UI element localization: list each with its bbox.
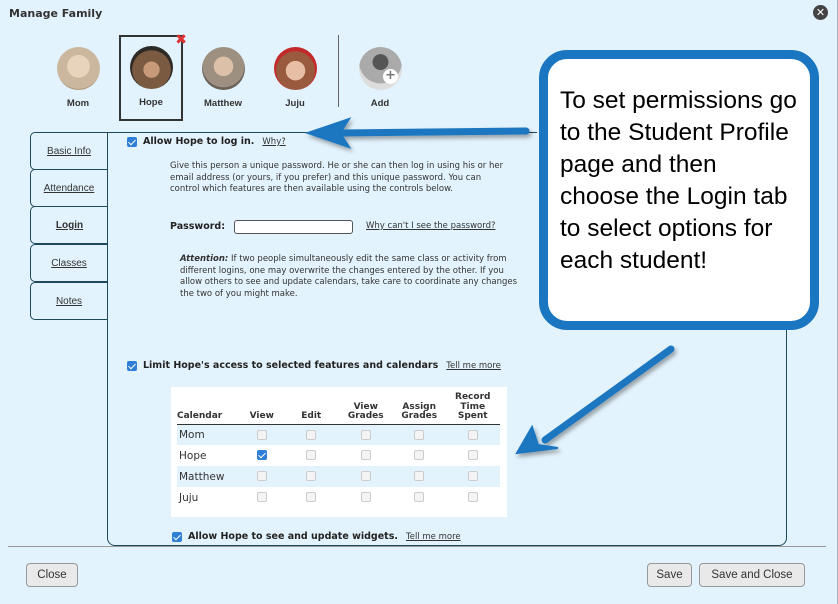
member-juju[interactable] — [264, 36, 326, 122]
assign-grades-checkbox[interactable] — [414, 430, 424, 440]
member-name: Matthew — [204, 98, 242, 109]
edit-checkbox[interactable] — [306, 450, 316, 460]
assign-grades-checkbox[interactable] — [414, 450, 424, 460]
view-grades-checkbox[interactable] — [361, 450, 371, 460]
widgets-tell-me-more-link[interactable]: Tell me more — [405, 532, 461, 542]
calendar-name: Mom — [177, 424, 240, 445]
plus-icon: + — [383, 69, 398, 84]
table-row — [177, 445, 500, 466]
avatar — [202, 47, 245, 90]
view-checkbox[interactable] — [257, 450, 267, 460]
attention-note — [180, 254, 520, 300]
view-grades-checkbox[interactable] — [361, 492, 371, 502]
member-name: Juju — [285, 98, 305, 109]
col-view: View — [240, 393, 284, 424]
close-button[interactable]: Close — [26, 563, 78, 587]
record-time-checkbox[interactable] — [468, 492, 478, 502]
add-member-button[interactable] — [349, 36, 411, 122]
limit-access-row — [127, 360, 501, 371]
calendar-name: Matthew — [177, 466, 240, 487]
limit-tell-me-more-link[interactable]: Tell me more — [446, 361, 501, 371]
avatar — [57, 47, 100, 90]
member-name: Mom — [66, 98, 90, 109]
record-time-checkbox[interactable] — [468, 430, 478, 440]
why-link[interactable]: Why? — [262, 137, 286, 147]
attention-text: If two people simultaneously edit the same class or activity from different logins, one may overwrite the changes entered by the other. If you allow others to see and update calendars, take care to coordinate any changes the two of you might make. — [180, 254, 518, 299]
col-record-time-spent: Record Time Spent — [445, 393, 500, 424]
password-label: Password: — [170, 221, 226, 232]
col-edit: Edit — [284, 393, 339, 424]
col-calendar: Calendar — [177, 393, 240, 424]
divider — [338, 35, 339, 107]
avatar — [130, 46, 173, 89]
table-row — [177, 466, 500, 487]
save-button[interactable]: Save — [647, 563, 692, 587]
limit-access-checkbox[interactable] — [127, 361, 137, 371]
calendar-name: Hope — [179, 449, 207, 462]
widgets-row — [172, 531, 461, 542]
record-time-checkbox[interactable] — [468, 471, 478, 481]
assign-grades-checkbox[interactable] — [414, 492, 424, 502]
tab-login[interactable]: Login — [30, 206, 108, 244]
member-name: Add — [370, 98, 390, 109]
allow-login-checkbox[interactable] — [127, 137, 137, 147]
calendar-name: Juju — [179, 491, 199, 504]
edit-checkbox[interactable] — [306, 492, 316, 502]
view-grades-checkbox[interactable] — [361, 430, 371, 440]
close-circle-icon[interactable]: ✕ — [813, 5, 828, 20]
table-row — [177, 487, 500, 508]
member-mom[interactable] — [47, 36, 109, 122]
footer-divider — [8, 546, 826, 547]
edit-checkbox[interactable] — [306, 430, 316, 440]
tab-classes[interactable]: Classes — [30, 244, 108, 282]
password-help-link[interactable]: Why can't I see the password? — [366, 221, 496, 231]
table-row — [177, 424, 500, 445]
widgets-checkbox[interactable] — [172, 532, 182, 542]
annotation-callout: To set permissions go to the Student Profile page and then choose the Login tab to select options for each student! — [539, 50, 819, 330]
view-grades-checkbox[interactable] — [361, 471, 371, 481]
allow-login-label: Allow Hope to log in. — [143, 136, 255, 147]
permissions-table — [171, 387, 507, 517]
widgets-label: Allow Hope to see and update widgets. — [188, 531, 398, 542]
avatar — [274, 47, 317, 90]
col-view-grades: View Grades — [338, 393, 393, 424]
view-checkbox[interactable] — [257, 430, 267, 440]
save-and-close-button[interactable]: Save and Close — [699, 563, 805, 587]
member-hope[interactable] — [119, 32, 187, 121]
edit-checkbox[interactable] — [306, 471, 316, 481]
record-time-checkbox[interactable] — [468, 450, 478, 460]
col-assign-grades: Assign Grades — [393, 393, 445, 424]
tab-notes[interactable]: Notes — [30, 282, 108, 320]
tab-attendance[interactable]: Attendance — [30, 169, 108, 207]
login-description: Give this person a unique password. He or she can then log in using his or her email address (or yours, if you prefer) and this unique password. You can control which features are then available using the controls below. — [170, 161, 504, 194]
allow-login-row — [127, 136, 286, 147]
view-checkbox[interactable] — [257, 471, 267, 481]
view-checkbox[interactable] — [257, 492, 267, 502]
member-name: Hope — [139, 97, 163, 108]
member-matthew[interactable] — [192, 36, 254, 122]
delete-member-icon[interactable]: ✖ — [175, 32, 187, 48]
tab-basic-info[interactable]: Basic Info — [30, 132, 108, 170]
password-input[interactable] — [234, 220, 353, 234]
limit-access-label: Limit Hope's access to selected features and calendars — [143, 360, 439, 371]
assign-grades-checkbox[interactable] — [414, 471, 424, 481]
dialog-title: Manage Family — [9, 7, 103, 20]
attention-label: Attention: — [180, 254, 229, 264]
